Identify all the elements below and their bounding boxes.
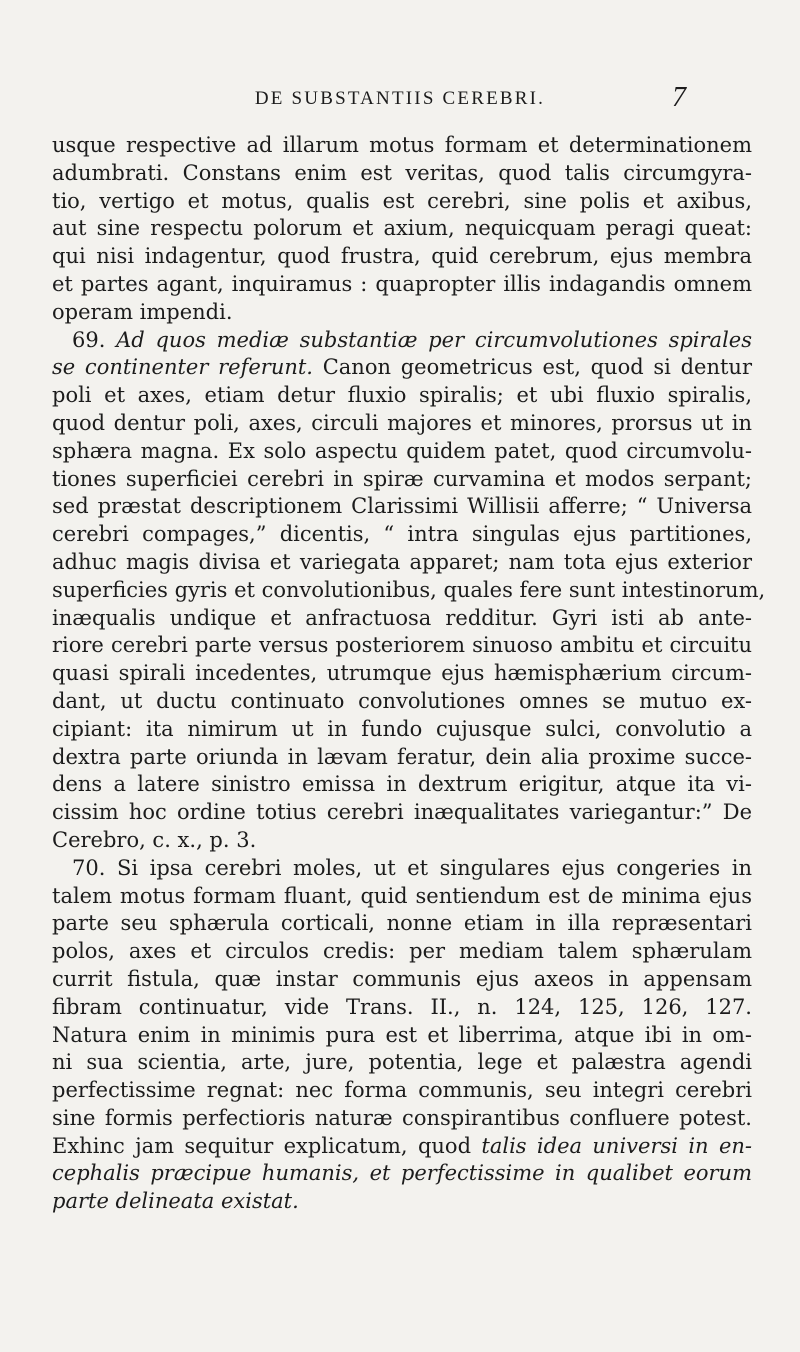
body-text [52, 132, 766, 1216]
line-text: poli et axes, etiam detur fluxio spiralis; et ubi fluxio spiralis, [52, 383, 752, 408]
text-line [52, 855, 752, 883]
line-text: dens a latere sinistro emissa in dextrum erigitur, atque ita vi- [52, 772, 752, 797]
text-line [52, 716, 752, 744]
line-text: Cerebro, c. x., p. 3. [52, 827, 257, 852]
line-text: et partes agant, inquiramus : quapropter illis indagandis omnem [52, 271, 752, 296]
line-text: Canon geometricus est, quod si dentur [313, 355, 752, 380]
text-line [52, 493, 752, 521]
text-line [52, 466, 752, 494]
line-text: superficies gyris et convolutionibus, quales fere sunt intestinorum, [52, 577, 766, 602]
text-line [52, 632, 752, 660]
italic-text: talis idea universi in en- [481, 1133, 752, 1158]
text-line [52, 577, 766, 605]
text-line [52, 438, 752, 466]
text-line [52, 799, 752, 827]
text-line [52, 215, 752, 243]
line-text: fibram continuatur, vide Trans. II., n. 124, 125, 126, 127. [52, 994, 752, 1019]
line-text: tiones superficiei cerebri in spiræ curvamina et modos serpant; [52, 466, 752, 491]
text-line [52, 1105, 752, 1133]
text-line [52, 883, 752, 911]
text-line [52, 1188, 752, 1216]
line-text: cerebri compages,” dicentis, “ intra singulas ejus partitiones, [52, 522, 752, 547]
line-text: cipiant: ita nimirum ut in fundo cujusque sulci, convolutio a [52, 716, 752, 741]
text-line [52, 354, 752, 382]
line-text: operam impendi. [52, 299, 233, 324]
text-line [52, 605, 752, 633]
text-line [52, 688, 752, 716]
text-line [52, 660, 752, 688]
line-text: 70. Si ipsa cerebri moles, ut et singulares ejus congeries in [72, 855, 752, 880]
text-line [52, 327, 752, 355]
page-number: 7 [672, 82, 686, 113]
paragraph-number: 69. [72, 327, 117, 352]
line-text: Natura enim in minimis pura est et liberrima, atque ibi in om- [52, 1022, 752, 1047]
line-text: perfectissime regnat: nec forma communis, seu integri cerebri [52, 1078, 752, 1103]
text-line [52, 549, 752, 577]
text-line [52, 271, 752, 299]
text-line [52, 771, 752, 799]
text-line [52, 1133, 752, 1161]
running-head [0, 82, 800, 118]
italic-text: Ad quos mediæ substantiæ per circumvolutiones spirales [116, 327, 752, 352]
text-line [52, 938, 752, 966]
line-text: polos, axes et circulos credis: per mediam talem sphærulam [52, 939, 752, 964]
line-text: cissim hoc ordine totius cerebri inæqualitates variegantur:” De [52, 800, 752, 825]
text-line [52, 910, 752, 938]
text-line [52, 132, 752, 160]
line-text: qui nisi indagentur, quod frustra, quid cerebrum, ejus membra [52, 244, 752, 269]
text-line [52, 382, 752, 410]
line-text: usque respective ad illarum motus formam et determinationem [52, 133, 752, 157]
line-text: quod dentur poli, axes, circuli majores et minores, prorsus ut in [52, 410, 752, 435]
italic-text: cephalis præcipue humanis, et perfectissime in qualibet eorum [52, 1161, 752, 1186]
line-text: inæqualis undique et anfractuosa redditur. Gyri isti ab ante- [52, 605, 752, 630]
italic-text: parte delineata existat. [52, 1189, 299, 1214]
line-text: adumbrati. Constans enim est veritas, quod talis circumgyra- [52, 160, 752, 185]
text-line [52, 160, 752, 188]
line-text: adhuc magis divisa et variegata apparet; nam tota ejus exterior [52, 549, 752, 574]
line-text: quasi spirali incedentes, utrumque ejus hæmisphærium circum- [52, 661, 752, 686]
line-text: sine formis perfectioris naturæ conspirantibus confluere potest. [52, 1105, 752, 1130]
text-line [52, 243, 752, 271]
text-line [52, 827, 752, 855]
line-text: sed præstat descriptionem Clarissimi Willisii afferre; “ Universa [52, 494, 752, 519]
line-text: riore cerebri parte versus posteriorem sinuoso ambitu et circuitu [52, 633, 752, 658]
text-line [52, 1160, 752, 1188]
text-line [52, 188, 752, 216]
italic-text: se continenter referunt. [52, 355, 313, 380]
text-line [52, 521, 752, 549]
line-text: tio, vertigo et motus, qualis est cerebri, sine polis et axibus, [52, 188, 752, 213]
text-line [52, 966, 752, 994]
text-line [52, 994, 752, 1022]
line-text: parte seu sphærula corticali, nonne etiam in illa repræsentari [52, 911, 752, 936]
line-text: Exhinc jam sequitur explicatum, quod [52, 1133, 482, 1158]
line-text: currit fistula, quæ instar communis ejus axeos in appensam [52, 966, 752, 991]
text-line [52, 744, 752, 772]
line-text: dextra parte oriunda in lævam feratur, dein alia proxime succe- [52, 744, 752, 769]
line-text: ni sua scientia, arte, jure, potentia, lege et palæstra agendi [52, 1050, 752, 1075]
text-line [52, 1049, 752, 1077]
line-text: talem motus formam fluant, quid sentiendum est de minima ejus [52, 883, 752, 908]
running-title: DE SUBSTANTIIS CEREBRI. [254, 88, 546, 109]
line-text: aut sine respectu polorum et axium, nequicquam peragi queat: [52, 216, 752, 241]
text-line [52, 1022, 752, 1050]
text-line [52, 299, 752, 327]
line-text: sphæra magna. Ex solo aspectu quidem patet, quod circumvolu- [52, 438, 752, 463]
text-line [52, 410, 752, 438]
line-text: dant, ut ductu continuato convolutiones omnes se mutuo ex- [52, 688, 752, 713]
text-line [52, 1077, 752, 1105]
